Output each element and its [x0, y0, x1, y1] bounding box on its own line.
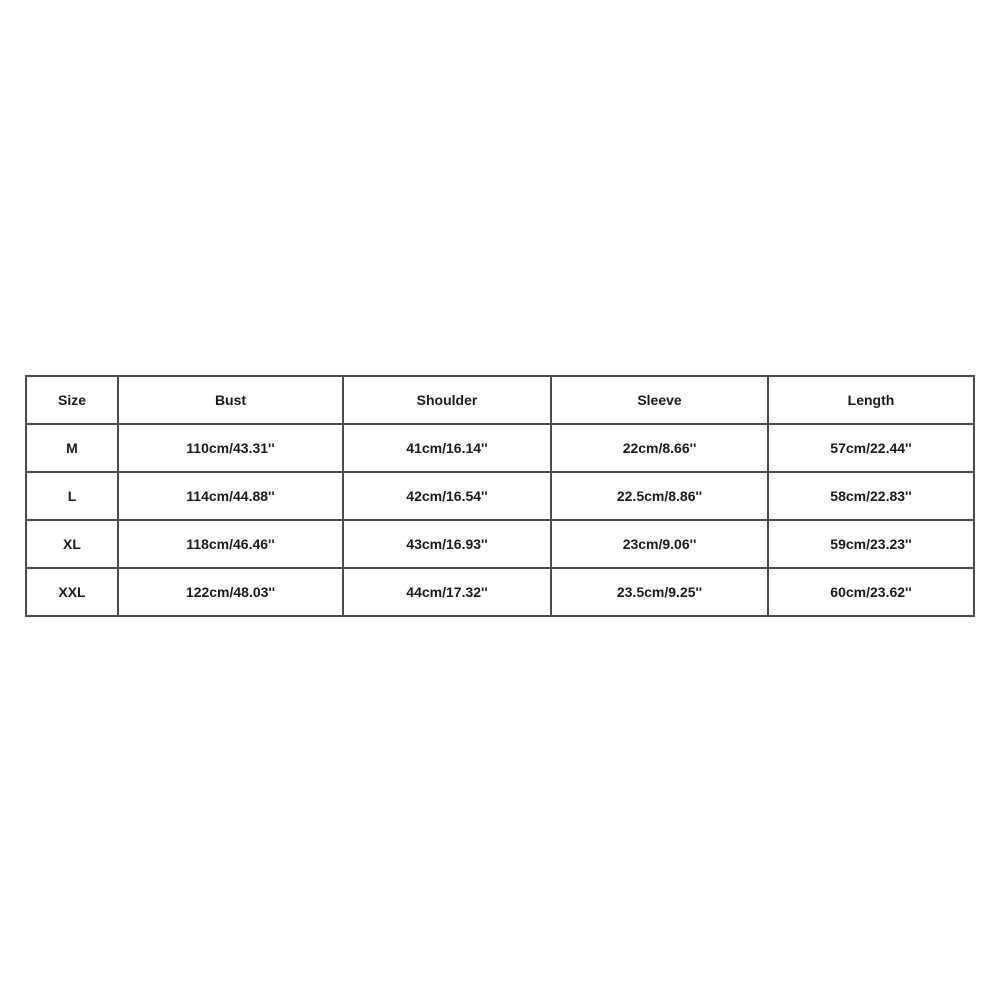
table-row: [26, 472, 974, 520]
cell-bust: 110cm/43.31'': [118, 424, 343, 472]
cell-sleeve: 23.5cm/9.25'': [551, 568, 768, 616]
header-length: Length: [768, 376, 974, 424]
header-row: [26, 376, 974, 424]
header-size: Size: [26, 376, 118, 424]
cell-length: 57cm/22.44'': [768, 424, 974, 472]
header-shoulder: Shoulder: [343, 376, 551, 424]
cell-length: 60cm/23.62'': [768, 568, 974, 616]
cell-bust: 122cm/48.03'': [118, 568, 343, 616]
cell-sleeve: 22.5cm/8.86'': [551, 472, 768, 520]
cell-sleeve: 23cm/9.06'': [551, 520, 768, 568]
cell-shoulder: 41cm/16.14'': [343, 424, 551, 472]
cell-size: XL: [26, 520, 118, 568]
cell-size: M: [26, 424, 118, 472]
cell-length: 58cm/22.83'': [768, 472, 974, 520]
table-header: [26, 376, 974, 424]
cell-sleeve: 22cm/8.66'': [551, 424, 768, 472]
table-row: [26, 568, 974, 616]
header-bust: Bust: [118, 376, 343, 424]
size-chart-table: [25, 375, 975, 617]
cell-size: L: [26, 472, 118, 520]
cell-bust: 118cm/46.46'': [118, 520, 343, 568]
table-row: [26, 424, 974, 472]
header-sleeve: Sleeve: [551, 376, 768, 424]
cell-shoulder: 44cm/17.32'': [343, 568, 551, 616]
cell-size: XXL: [26, 568, 118, 616]
cell-bust: 114cm/44.88'': [118, 472, 343, 520]
cell-shoulder: 43cm/16.93'': [343, 520, 551, 568]
cell-shoulder: 42cm/16.54'': [343, 472, 551, 520]
table-body: [26, 424, 974, 616]
cell-length: 59cm/23.23'': [768, 520, 974, 568]
table-row: [26, 520, 974, 568]
